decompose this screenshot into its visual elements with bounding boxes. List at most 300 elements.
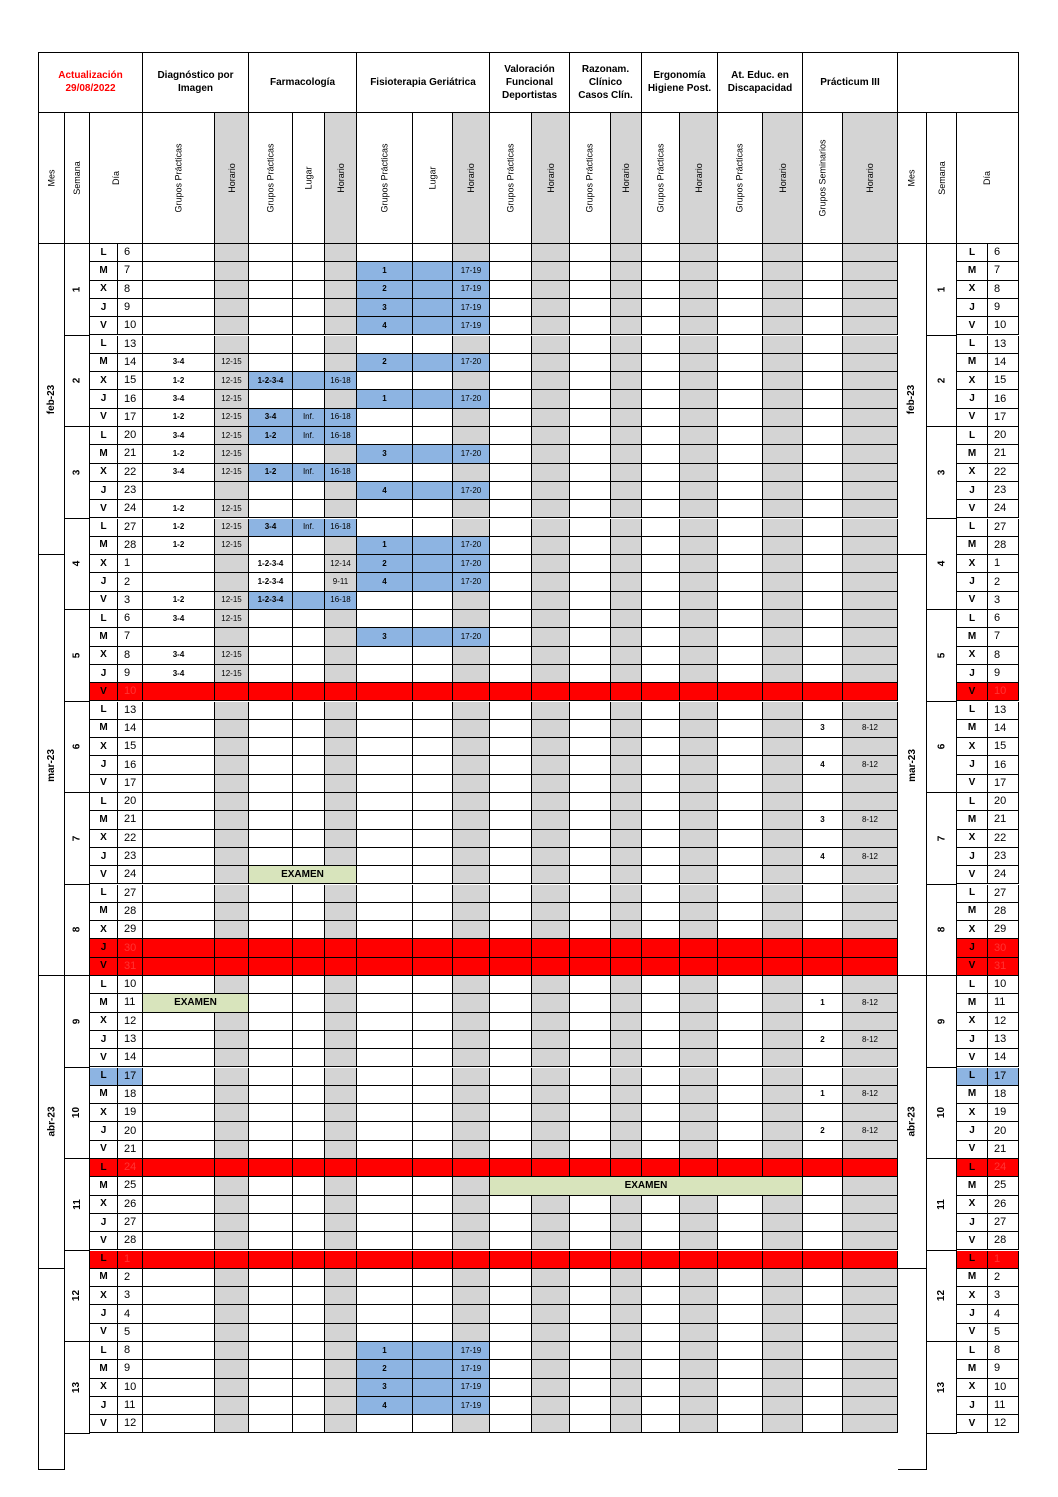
day-number: [118, 1415, 143, 1433]
day-letter-text: V: [968, 960, 976, 972]
schedule-cell: [642, 738, 680, 756]
schedule-cell: [453, 1013, 490, 1031]
schedule-cell: [803, 519, 843, 537]
schedule-cell: [763, 1141, 803, 1159]
schedule-cell: [215, 1013, 249, 1031]
day-number-text: 13: [124, 337, 137, 350]
day-letter: [90, 1122, 118, 1140]
day-number-text: 9: [124, 1362, 131, 1375]
schedule-cell: [718, 628, 763, 646]
schedule-cell: [143, 1104, 215, 1122]
schedule-cell: [843, 1013, 898, 1031]
sub-header-horario-label-text: Horario: [465, 163, 476, 193]
schedule-cell: [803, 665, 843, 683]
day-number-text: 10: [124, 685, 137, 698]
schedule-cell: [532, 628, 570, 646]
group-value: 1-2-3-4: [257, 577, 284, 587]
schedule-cell: [803, 281, 843, 299]
schedule-cell: [490, 354, 532, 372]
day-number-right: [988, 1086, 1019, 1104]
schedule-cell: [763, 628, 803, 646]
week-cell-right: [927, 427, 957, 519]
schedule-cell: [763, 1196, 803, 1214]
schedule-cell: [293, 921, 325, 939]
schedule-cell: [357, 592, 413, 610]
schedule-cell: [718, 1214, 763, 1232]
schedule-cell: [249, 775, 293, 793]
schedule-cell: [570, 1049, 611, 1067]
day-number-text: 14: [124, 1051, 137, 1064]
day-number-right: [988, 1141, 1019, 1159]
schedule-cell: [803, 610, 843, 628]
schedule-cell: [413, 519, 453, 537]
schedule-cell: [718, 1305, 763, 1323]
schedule-cell: [718, 720, 763, 738]
schedule-cell: [357, 1397, 413, 1415]
day-number-text: 10: [994, 319, 1007, 332]
day-number-text: 14: [994, 1051, 1007, 1064]
day-number-text: 10: [994, 1380, 1007, 1393]
day-letter: [90, 262, 118, 280]
schedule-cell: [763, 738, 803, 756]
week-label: [65, 1251, 89, 1342]
schedule-cell: [249, 1049, 293, 1067]
schedule-cell: [718, 1086, 763, 1104]
day-letter: [90, 537, 118, 555]
schedule-cell: [532, 390, 570, 408]
schedule-cell: [325, 519, 357, 537]
schedule-cell: [413, 299, 453, 317]
schedule-cell: [490, 519, 532, 537]
sub-header-grupos-practicas-label: [570, 113, 610, 243]
schedule-cell: [325, 1159, 357, 1177]
schedule-cell: [249, 976, 293, 994]
schedule-cell: [143, 1177, 215, 1195]
schedule-cell: [490, 1196, 532, 1214]
schedule-cell: [293, 1049, 325, 1067]
schedule-cell: [249, 1324, 293, 1342]
schedule-cell: [718, 848, 763, 866]
schedule-cell: [843, 848, 898, 866]
schedule-cell: [570, 427, 611, 445]
schedule-cell: [249, 1305, 293, 1323]
schedule-cell: [413, 1196, 453, 1214]
schedule-cell: [249, 1287, 293, 1305]
schedule-cell: [325, 994, 357, 1012]
schedule-cell: [570, 1397, 611, 1415]
day-letter-text: L: [100, 978, 107, 990]
schedule-cell: [249, 1415, 293, 1433]
schedule-cell: [413, 427, 453, 445]
day-letter-text: V: [100, 868, 107, 880]
schedule-cell: [249, 903, 293, 921]
day-letter: [90, 482, 118, 500]
day-number: [118, 519, 143, 537]
day-letter: [90, 1068, 118, 1086]
week-label-text: 2: [936, 377, 947, 384]
time-range: 8-12: [861, 723, 878, 733]
schedule-cell: [325, 1342, 357, 1360]
day-letter-text: X: [100, 1106, 107, 1118]
schedule-cell: [718, 555, 763, 573]
week-label-text: 5: [936, 652, 947, 659]
schedule-cell: [843, 939, 898, 957]
schedule-cell: [293, 903, 325, 921]
schedule-cell: [532, 500, 570, 518]
time-range: 17-19: [460, 1345, 482, 1355]
schedule-cell: [249, 1342, 293, 1360]
schedule-cell: [249, 830, 293, 848]
schedule-cell: [532, 427, 570, 445]
schedule-cell: [413, 994, 453, 1012]
schedule-cell: [803, 427, 843, 445]
day-letter-text: X: [968, 1198, 976, 1210]
group-value: 2: [382, 284, 387, 294]
schedule-cell: [293, 1305, 325, 1323]
day-letter-text: L: [968, 429, 976, 441]
schedule-cell: [453, 1251, 490, 1269]
schedule-cell: [642, 1287, 680, 1305]
schedule-cell: [453, 482, 490, 500]
schedule-cell: [453, 1141, 490, 1159]
day-number-right: [988, 1214, 1019, 1232]
day-letter-text: X: [968, 1106, 976, 1118]
day-number-text: 28: [124, 904, 137, 917]
schedule-cell: [413, 1342, 453, 1360]
schedule-cell: [413, 1305, 453, 1323]
schedule-cell: [570, 683, 611, 701]
day-letter-text: V: [100, 1417, 107, 1429]
schedule-cell: [532, 976, 570, 994]
schedule-cell: [763, 1049, 803, 1067]
schedule-cell: [532, 994, 570, 1012]
schedule-cell: [570, 921, 611, 939]
day-number-text: 15: [994, 374, 1007, 387]
schedule-cell: [611, 793, 642, 811]
schedule-cell: [143, 1379, 215, 1397]
schedule-cell: [642, 1379, 680, 1397]
week-label: [65, 1068, 89, 1159]
schedule-cell: [803, 939, 843, 957]
day-number-right: [988, 1379, 1019, 1397]
day-letter-right: [957, 244, 988, 262]
day-number-text: 11: [124, 1399, 136, 1412]
day-letter-right: [957, 793, 988, 811]
schedule-cell: [718, 1104, 763, 1122]
schedule-cell: [763, 647, 803, 665]
day-letter-text: M: [967, 813, 977, 825]
schedule-cell: [803, 1415, 843, 1433]
schedule-cell: [803, 1232, 843, 1250]
schedule-cell: [293, 336, 325, 354]
schedule-cell: [718, 1415, 763, 1433]
schedule-cell: [413, 1159, 453, 1177]
schedule-cell: [215, 1177, 249, 1195]
schedule-cell: [642, 720, 680, 738]
day-letter-text: X: [100, 1015, 107, 1027]
schedule-cell: [532, 317, 570, 335]
schedule-cell: [803, 1214, 843, 1232]
day-number-right: [988, 592, 1019, 610]
schedule-cell: [413, 1141, 453, 1159]
day-letter-text: M: [99, 1088, 108, 1100]
day-letter-text: L: [968, 1344, 976, 1356]
schedule-cell: [570, 848, 611, 866]
schedule-cell: [490, 409, 532, 427]
schedule-cell: [763, 262, 803, 280]
schedule-cell: [680, 500, 718, 518]
sub-header-grupos-practicas: [570, 113, 611, 244]
schedule-cell: [718, 994, 763, 1012]
schedule-cell: [215, 482, 249, 500]
schedule-cell: [803, 1068, 843, 1086]
day-letter: [90, 866, 118, 884]
schedule-cell: [249, 665, 293, 683]
schedule-cell: [532, 1049, 570, 1067]
schedule-cell: [215, 1104, 249, 1122]
schedule-cell: [680, 866, 718, 884]
day-number-text: 24: [124, 502, 137, 515]
group-value: Inf.: [302, 412, 315, 422]
schedule-cell: [763, 372, 803, 390]
schedule-cell: [293, 1177, 325, 1195]
schedule-cell: [490, 317, 532, 335]
schedule-cell: [642, 1013, 680, 1031]
schedule-cell: [490, 1379, 532, 1397]
schedule-cell: [570, 299, 611, 317]
schedule-cell: [570, 738, 611, 756]
schedule-cell: [718, 1196, 763, 1214]
schedule-cell: [611, 390, 642, 408]
month-label: [898, 555, 926, 975]
day-letter-right: [957, 976, 988, 994]
day-number: [118, 482, 143, 500]
schedule-cell: [763, 793, 803, 811]
schedule-cell: [215, 445, 249, 463]
day-letter-right: [957, 1324, 988, 1342]
day-letter: [90, 1305, 118, 1323]
schedule-cell: [325, 885, 357, 903]
schedule-cell: [490, 647, 532, 665]
schedule-cell: [680, 1214, 718, 1232]
group-value: 2: [382, 1363, 387, 1373]
day-number-right: [988, 665, 1019, 683]
day-letter-right: [957, 1177, 988, 1195]
schedule-cell: [570, 281, 611, 299]
schedule-cell: [718, 756, 763, 774]
schedule-cell: [453, 372, 490, 390]
schedule-cell: [215, 1049, 249, 1067]
schedule-cell: [611, 1031, 642, 1049]
schedule-cell: [680, 994, 718, 1012]
schedule-cell: [570, 775, 611, 793]
schedule-cell: [325, 281, 357, 299]
schedule-cell: [215, 939, 249, 957]
schedule-cell: [843, 1104, 898, 1122]
sub-header-grupos-practicas-label: [490, 113, 531, 243]
day-letter-text: M: [967, 447, 977, 459]
schedule-cell: [453, 354, 490, 372]
week-label-text: 5: [71, 652, 83, 659]
schedule-cell: [413, 409, 453, 427]
schedule-cell: [413, 830, 453, 848]
group-value: 4: [382, 485, 387, 495]
schedule-cell: [803, 1397, 843, 1415]
schedule-cell: [490, 445, 532, 463]
schedule-cell: [803, 1360, 843, 1378]
schedule-cell: [532, 720, 570, 738]
schedule-cell: [642, 702, 680, 720]
time-range: 12-15: [221, 448, 242, 458]
day-number-text: 6: [124, 612, 131, 625]
schedule-cell: [803, 1305, 843, 1323]
schedule-cell: [843, 1031, 898, 1049]
schedule-cell: [680, 1397, 718, 1415]
schedule-cell: [680, 573, 718, 591]
day-number: [118, 592, 143, 610]
schedule-cell: [357, 1287, 413, 1305]
day-letter-text: J: [969, 484, 975, 496]
schedule-cell: [532, 1397, 570, 1415]
day-letter-right: [957, 482, 988, 500]
schedule-cell: [293, 409, 325, 427]
day-number-text: 8: [124, 282, 131, 295]
week-label-text: 1: [936, 286, 947, 293]
schedule-cell: [143, 830, 215, 848]
day-number-right: [988, 994, 1019, 1012]
schedule-cell: [611, 354, 642, 372]
schedule-cell: [215, 976, 249, 994]
sub-header-horario-label-text: Horario: [693, 163, 704, 193]
day-number-text: 25: [994, 1179, 1007, 1192]
day-letter-text: M: [99, 447, 108, 459]
day-letter: [90, 720, 118, 738]
schedule-cell: [293, 811, 325, 829]
time-range: 17-20: [460, 558, 482, 568]
schedule-cell: [413, 1086, 453, 1104]
sub-header-horario: [611, 113, 642, 244]
day-number-text: 21: [994, 813, 1007, 826]
day-letter-right: [957, 1342, 988, 1360]
schedule-cell: [718, 537, 763, 555]
day-letter-right: [957, 1287, 988, 1305]
day-letter-right: [957, 1269, 988, 1287]
day-letter-text: L: [968, 338, 976, 350]
day-letter: [90, 1013, 118, 1031]
month-cell-right: [898, 976, 927, 1269]
schedule-cell: [763, 1013, 803, 1031]
week-cell: [65, 702, 90, 794]
schedule-cell: [490, 372, 532, 390]
schedule-cell: [718, 1013, 763, 1031]
schedule-cell: [532, 592, 570, 610]
schedule-cell: [357, 1031, 413, 1049]
schedule-cell: [215, 1031, 249, 1049]
schedule-cell: [453, 793, 490, 811]
schedule-cell: [413, 647, 453, 665]
group-value: Inf.: [302, 430, 315, 440]
schedule-cell: [357, 1251, 413, 1269]
day-number-text: 20: [124, 1124, 137, 1137]
schedule-cell: [293, 445, 325, 463]
time-range: 17-20: [460, 485, 482, 495]
schedule-cell: [611, 976, 642, 994]
schedule-cell: [763, 244, 803, 262]
week-label-text: 13: [71, 1381, 83, 1393]
schedule-cell: [453, 903, 490, 921]
schedule-cell: [803, 262, 843, 280]
time-range: 12-15: [221, 412, 242, 422]
time-range: 17-19: [460, 302, 482, 312]
sub-header-horario-label: [611, 113, 641, 243]
day-letter-text: L: [968, 795, 976, 807]
week-label-text: 10: [71, 1107, 83, 1119]
schedule-cell: [763, 665, 803, 683]
schedule-cell: [570, 409, 611, 427]
schedule-cell: [680, 317, 718, 335]
day-number: [118, 958, 143, 976]
schedule-cell: [803, 830, 843, 848]
day-number-text: 22: [124, 465, 137, 478]
schedule-cell: [843, 1397, 898, 1415]
day-number-text: 27: [994, 886, 1007, 899]
schedule-cell: [718, 500, 763, 518]
day-number-right: [988, 519, 1019, 537]
schedule-cell: [490, 994, 532, 1012]
schedule-cell: [718, 354, 763, 372]
subject-name: Prácticum III: [820, 76, 880, 88]
schedule-cell: [357, 427, 413, 445]
week-label: [65, 976, 89, 1067]
schedule-cell: [490, 592, 532, 610]
schedule-cell: [570, 994, 611, 1012]
schedule-cell: [293, 281, 325, 299]
schedule-cell: [718, 610, 763, 628]
schedule-cell: [570, 720, 611, 738]
day-letter-text: V: [100, 319, 107, 331]
day-number-text: 10: [994, 685, 1007, 698]
day-letter-text: V: [968, 319, 976, 331]
day-number-text: 10: [994, 978, 1007, 991]
day-number: [118, 573, 143, 591]
schedule-cell: [490, 1287, 532, 1305]
schedule-cell: [803, 683, 843, 701]
schedule-cell: [803, 1251, 843, 1269]
day-number: [118, 1141, 143, 1159]
schedule-cell: [357, 702, 413, 720]
day-number-text: 14: [994, 721, 1007, 734]
schedule-cell: [570, 1251, 611, 1269]
schedule-cell: [642, 994, 680, 1012]
day-letter-text: M: [967, 905, 977, 917]
month-cell-right: [898, 1269, 927, 1470]
schedule-cell: [215, 1068, 249, 1086]
schedule-cell: [490, 482, 532, 500]
right-header-blank: [898, 52, 1019, 113]
week-cell-right: [927, 1159, 957, 1251]
schedule-cell: [843, 262, 898, 280]
month-label: [39, 244, 64, 554]
sub-header-horario-label-text: Horario: [545, 163, 556, 193]
schedule-cell: [357, 1122, 413, 1140]
schedule-cell: [532, 262, 570, 280]
schedule-cell: [532, 1214, 570, 1232]
week-label-text: 4: [71, 560, 83, 567]
day-letter-text: V: [968, 1234, 976, 1246]
day-letter-right: [957, 1415, 988, 1433]
schedule-cell: [293, 830, 325, 848]
day-letter-text: M: [967, 1088, 977, 1100]
